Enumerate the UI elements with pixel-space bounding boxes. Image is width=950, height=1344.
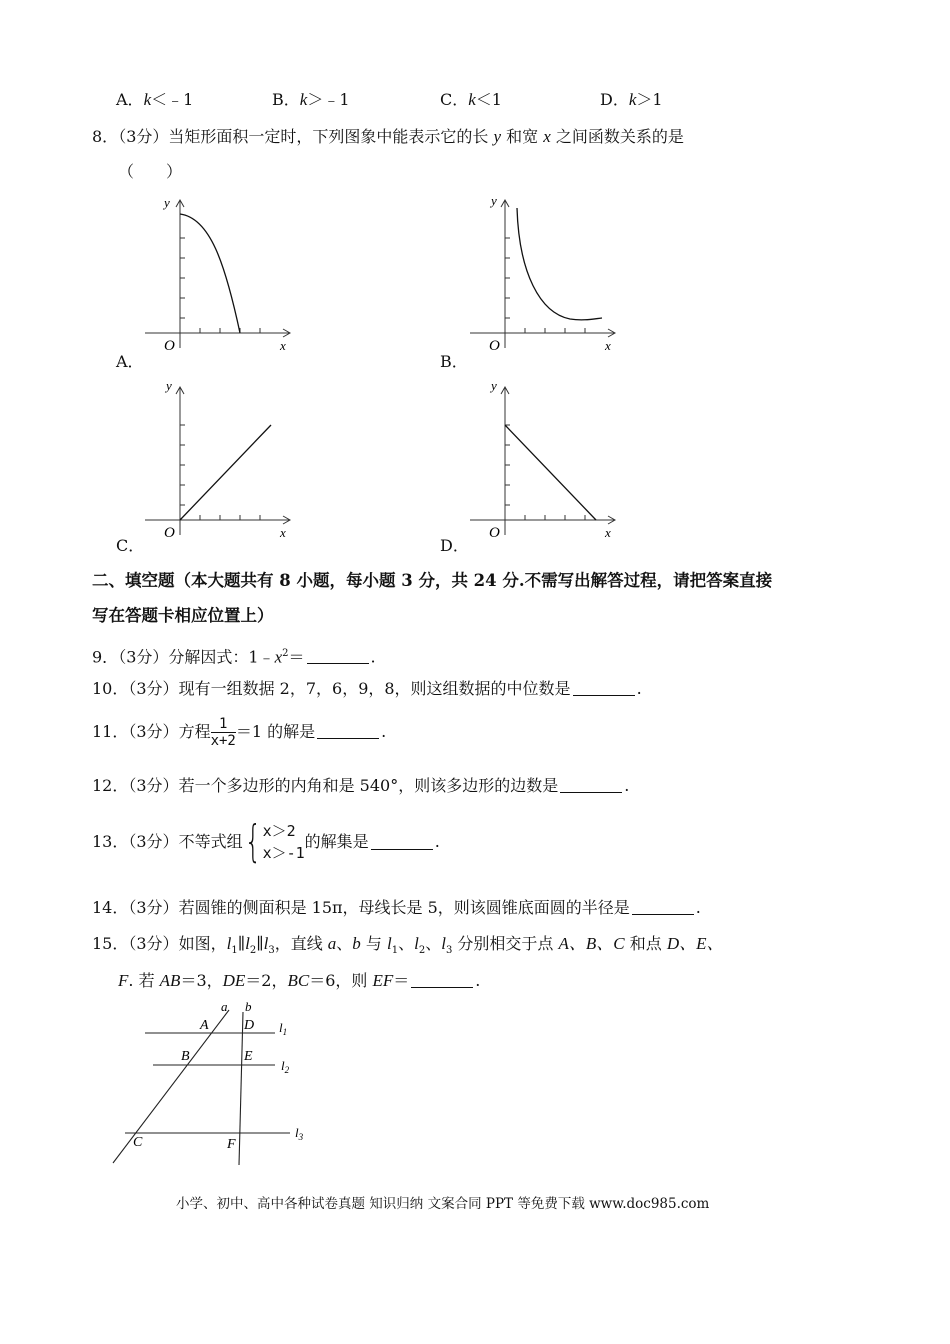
section2-heading-line2: 写在答题卡相应位置上） [92, 606, 274, 625]
q8-graph-a [140, 188, 300, 353]
q7-option-d: D．k＞1 [600, 90, 663, 109]
page-footer: 小学、初中、高中各种试卷真题 知识归纳 文案合同 PPT 等免费下载 www.doc985.com [176, 1196, 710, 1212]
q8-graph-d [465, 375, 625, 540]
q12-question: 12．（3分）若一个多边形的内角和是 540°，则该多边形的边数是 . [92, 776, 630, 795]
q8-answer-paren: （ ） [118, 162, 183, 181]
section2-heading-line1: 二、填空题（本大题共有 8 小题，每小题 3 分，共 24 分.不需写出解答过程，请把答案直接 [92, 571, 773, 590]
q11-question: 11．（3分）方程 $\frac{1}{x+2}$ ＝1 的解是 . [92, 716, 387, 749]
q8-graph-b [465, 188, 625, 353]
q15-label-D: D [244, 1018, 255, 1033]
q8-option-c-label: C． [116, 536, 145, 555]
q15-label-A: A [200, 1018, 209, 1033]
q13-system: x＞2 x＞-1 [262, 822, 305, 862]
q15-line-b [239, 1012, 243, 1165]
q15-label-b: b [245, 1000, 252, 1014]
q7-option-c: C．k＜1 [440, 90, 502, 109]
q8-graph-b-origin: O [489, 338, 500, 353]
q8-graph-d-x-label: x [605, 525, 611, 540]
q8-graph-a-y-label: y [164, 195, 170, 210]
q9-answer-blank[interactable] [307, 649, 369, 664]
q8-option-b-label: B． [440, 352, 468, 371]
q8-graph-d-origin: O [489, 525, 500, 540]
q15-label-l2: $l_2$ [281, 1058, 290, 1075]
q15-label-l1: $l_1$ [279, 1020, 288, 1037]
q8-graph-c-y-label: y [166, 378, 172, 393]
q8-graph-a-origin: O [164, 338, 175, 353]
q13-brace-icon: { [244, 816, 261, 867]
q15-answer-blank[interactable] [411, 973, 473, 988]
q10-question: 10．（3分）现有一组数据 2，7，6，9，8，则这组数据的中位数是 . [92, 679, 642, 698]
q8-graph-c-x-label: x [280, 525, 286, 540]
q8-graph-b-x-label: x [605, 338, 611, 353]
q15-question-line2: F. 若 AB＝3，DE＝2，BC＝6，则 EF＝ . [118, 971, 481, 990]
q15-figure [105, 1000, 320, 1170]
q11-fraction: $\frac{1}{x+2}$ [210, 716, 236, 749]
q8-option-d-label: D． [440, 536, 469, 555]
q15-label-l3: $l_3$ [295, 1125, 304, 1142]
q8-option-a-label: A． [116, 352, 144, 371]
q15-label-E: E [244, 1049, 253, 1064]
q8-graph-c [140, 375, 300, 540]
q8-graph-b-y-label: y [491, 193, 497, 208]
q7-option-b: B．k＞﹣1 [272, 90, 350, 109]
q8-graph-c-origin: O [164, 525, 175, 540]
q15-question-line1: 15．（3分）如图，$l_1\parallel l_2\parallel l_3$，直线 a、b 与 $l_1$、$l_2$、$l_3$ 分别相交于点 A、B、C 和点 D、E、 [92, 934, 724, 957]
q10-answer-blank[interactable] [573, 681, 635, 696]
q12-answer-blank[interactable] [560, 778, 622, 793]
q8-graph-d-y-label: y [491, 378, 497, 393]
q8-question: 8．（3分）当矩形面积一定时，下列图象中能表示它的长 y 和宽 x 之间函数关系的是 [92, 127, 684, 146]
q15-label-F: F [227, 1137, 236, 1152]
q14-question: 14．（3分）若圆锥的侧面积是 15π，母线长是 5，则该圆锥底面圆的半径是 . [92, 898, 701, 917]
q11-answer-blank[interactable] [317, 724, 379, 739]
q13-question: 13．（3分）不等式组{ x＞2 x＞-1 的解集是 . [92, 816, 440, 867]
q7-option-a: A．k＜﹣1 [116, 90, 194, 109]
q8-graph-a-x-label: x [280, 338, 286, 353]
q15-label-C: C [133, 1135, 143, 1150]
q15-label-a: a [221, 1000, 228, 1014]
q9-question: 9．（3分）分解因式：$1﹣x^2=$ . [92, 647, 376, 667]
q13-answer-blank[interactable] [371, 835, 433, 850]
q14-answer-blank[interactable] [632, 900, 694, 915]
q15-label-B: B [181, 1049, 190, 1064]
